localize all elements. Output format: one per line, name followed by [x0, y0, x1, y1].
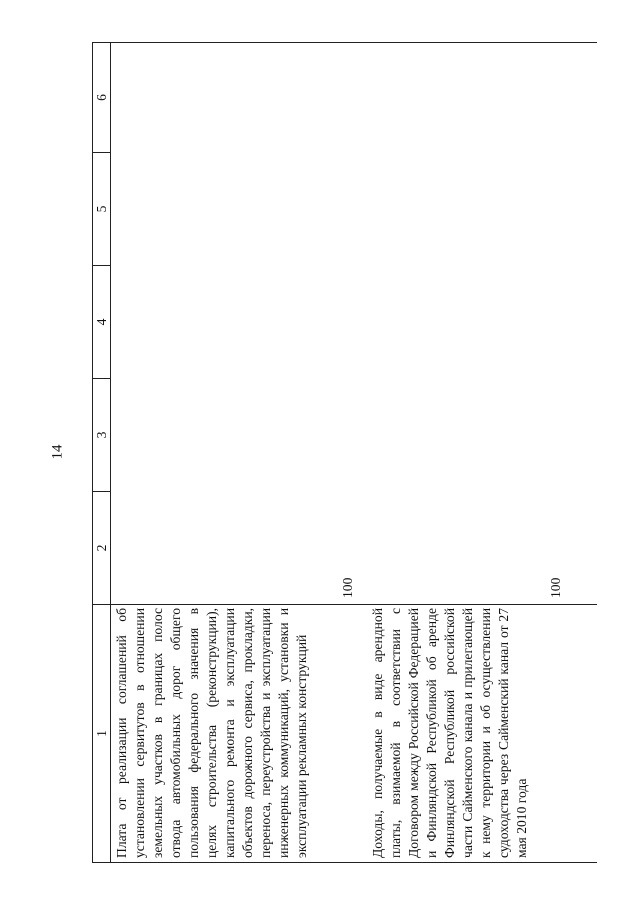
- row-value: 100: [340, 577, 355, 598]
- page-number: 14: [49, 444, 66, 460]
- table-container: [92, 43, 597, 863]
- header-col-6: 6: [93, 43, 111, 153]
- header-col-5: 5: [93, 153, 111, 266]
- header-col-3: 3: [93, 379, 111, 492]
- rotated-sheet: [92, 43, 597, 863]
- row-description-cell: [111, 605, 358, 863]
- table-row: [111, 43, 358, 863]
- row-description: Доходы, получаемые в виде арендной платы, взимаемой в соответствии с Договором между Российской Федерацией и Финляндской Республикой об аренде Финляндской Республикой российской части Сайменского канала и прилегающей к нему территории и об осуществлении судоходства через Сайменский канал от 27 мая 2010 года: [370, 608, 529, 858]
- empty-cell: [357, 379, 597, 492]
- header-col-4: 4: [93, 266, 111, 379]
- empty-cell: [357, 266, 597, 379]
- revenue-table: [92, 42, 597, 863]
- empty-cell: [357, 43, 597, 153]
- row-description: Плата от реализации соглашений об установлении сервитутов в отношении земельных участков в границах полос отвода автомобильных дорог общего пользования федерального значения в целях строительства (реконструкции), капитального ремонта и эксплуатации объектов дорожного сервиса, прокладки, переноса, переустройства и эксплуатации инженерных коммуникаций, установки и эксплуатации рекламных конструкций: [114, 608, 309, 858]
- header-row: [93, 43, 111, 863]
- empty-cell: [111, 379, 358, 492]
- row-value-cell: [111, 492, 358, 605]
- empty-cell: [111, 43, 358, 153]
- table-row: [357, 43, 597, 863]
- row-value-cell: [357, 492, 597, 605]
- row-description-cell: [357, 605, 597, 863]
- header-col-1: 1: [93, 605, 111, 863]
- row-value: 100: [548, 577, 563, 598]
- empty-cell: [357, 153, 597, 266]
- header-col-2: 2: [93, 492, 111, 605]
- empty-cell: [111, 266, 358, 379]
- empty-cell: [111, 153, 358, 266]
